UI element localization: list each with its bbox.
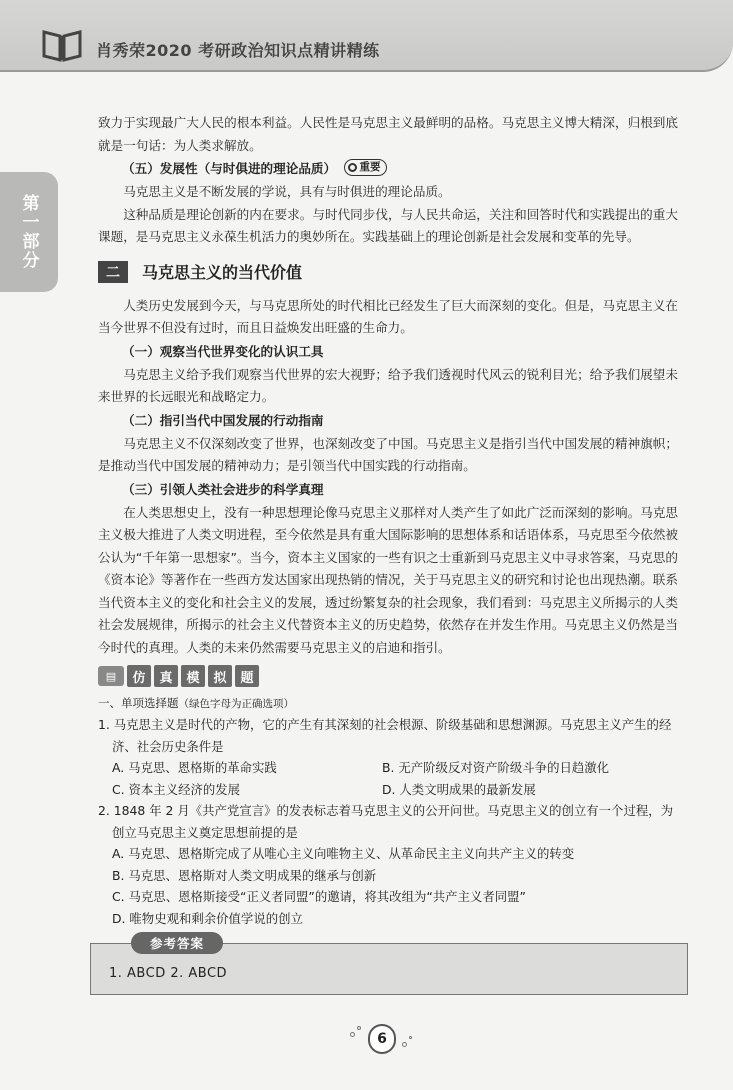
decor-dot xyxy=(357,1026,361,1030)
section-title: 马克思主义的当代价值 xyxy=(142,263,303,282)
option-grid xyxy=(98,757,678,800)
paragraph: 在人类思想史上，没有一种思想理论像马克思主义那样对人类产生了如此广泛而深刻的影响。马克思主义极大推进了人类文明进程，至今依然是具有重大国际影响的思想体系和话语体系，马克思至今依然被公认为“千年第一思想家”。当今，资本主义国家的一些有识之士重新到马克思主义中寻求答案，马克思的《资本论》等著作在一些西方发达国家出现热销的情况，关于马克思主义的研究和讨论也出现热潮。联系当代资本主义的变化和社会主义的发展，透过纷繁复杂的社会现象，我们看到：马克思主义所揭示的人类社会发展规律，所揭示的社会主义代替资本主义的历史趋势，依然存在并发生作用。马克思主义仍然是当今时代的真理。人类的未来仍然需要马克思主义的启迪和指引。 xyxy=(98,504,678,655)
option-c: C. 马克思、恩格斯接受“正义者同盟”的邀请，将其改组为“共产主义者同盟” xyxy=(112,889,526,904)
paragraph: 马克思主义不仅深刻改变了世界，也深刻改变了中国。马克思主义是指引当代中国发展的精神旗帜；是推动当代中国发展的精神动力；是引领当代中国实践的行动指南。 xyxy=(98,435,678,473)
section-number: 二 xyxy=(98,261,128,283)
option-b: B. 无产阶级反对资产阶级斗争的日趋激化 xyxy=(382,760,610,775)
heading-char: 仿 xyxy=(127,665,151,687)
page-content xyxy=(98,112,678,995)
answer-hint: （绿色字母为正确选项） xyxy=(178,698,294,710)
question-2 xyxy=(98,800,678,929)
question-stem: 1. 马克思主义是时代的产物，它的产生有其深刻的社会根源、阶级基础和思想渊源。马克思主义产生的经济、社会历史条件是 xyxy=(98,717,672,754)
option-d: D. 人类文明成果的最新发展 xyxy=(382,781,536,797)
heading-char: 真 xyxy=(154,665,178,687)
page-number-badge xyxy=(346,1020,416,1060)
paragraph: 这种品质是理论创新的内在要求。与时代同步伐，与人民共命运，关注和回答时代和实践提出的重大课题，是马克思主义永葆生机活力的奥妙所在。实践基础上的理论创新是社会发展和变革的先导。 xyxy=(98,206,678,244)
option-b: B. 马克思、恩格斯对人类文明成果的继承与创新 xyxy=(112,867,377,883)
paragraph: 马克思主义给予我们观察当代世界的宏大视野；给予我们透视时代风云的锐利目光；给予我们展望未来世界的长远眼光和战略定力。 xyxy=(98,366,678,404)
page-number: 6 xyxy=(368,1024,396,1054)
option-list xyxy=(98,843,678,929)
question-type-label xyxy=(98,693,678,714)
decor-dot xyxy=(409,1036,412,1039)
important-badge xyxy=(344,159,387,176)
question-1 xyxy=(98,714,678,800)
subsection-heading: （二）指引当代中国发展的行动指南 xyxy=(122,412,324,428)
section-intro: 人类历史发展到今天，与马克思所处的时代相比已经发生了巨大而深刻的变化。但是，马克思主义在当今世界不但没有过时，而且日益焕发出旺盛的生命力。 xyxy=(98,297,678,335)
decor-dot xyxy=(402,1042,407,1047)
heading-char: 题 xyxy=(235,665,259,687)
question-type: 一、单项选择题 xyxy=(98,696,179,710)
subsection-heading-development xyxy=(122,157,678,181)
subsection-heading: （一）观察当代世界变化的认识工具 xyxy=(122,343,324,359)
option-d: D. 唯物史观和剩余价值学说的创立 xyxy=(112,910,303,926)
answer-label: 参考答案 xyxy=(131,932,223,954)
subsection-heading: （三）引领人类社会进步的科学真理 xyxy=(122,481,324,497)
heading-char: 模 xyxy=(181,665,205,687)
subsection-title: （五）发展性（与时俱进的理论品质） xyxy=(122,161,337,176)
answer-box xyxy=(90,936,688,995)
decor-dot xyxy=(350,1032,355,1037)
book-icon: ▤ xyxy=(98,666,124,686)
answer-text: 1. ABCD 2. ABCD xyxy=(109,966,228,981)
part-side-tab: 第一部分 xyxy=(0,172,58,292)
open-book-icon xyxy=(42,28,82,62)
paragraph: 马克思主义是不断发展的学说，具有与时俱进的理论品质。 xyxy=(123,184,451,199)
intro-paragraph: 致力于实现最广大人民的根本利益。人民性是马克思主义最鲜明的品格。马克思主义博大精深，归根到底就是一句话：为人类求解放。 xyxy=(98,115,678,153)
simulation-heading xyxy=(98,663,678,689)
target-icon xyxy=(348,163,357,172)
option-a: A. 马克思、恩格斯的革命实践 xyxy=(112,760,277,775)
page-header xyxy=(0,0,733,72)
badge-label: 重要 xyxy=(359,161,381,173)
heading-char: 拟 xyxy=(208,665,232,687)
section-heading xyxy=(98,257,678,287)
book-title: 肖秀荣2020 考研政治知识点精讲精练 xyxy=(96,41,380,60)
question-stem: 2. 1848 年 2 月《共产党宣言》的发表标志着马克思主义的公开问世。马克思主义的创立有一个过程，为创立马克思主义奠定思想前提的是 xyxy=(98,803,674,840)
option-a: A. 马克思、恩格斯完成了从唯心主义向唯物主义、从革命民主主义向共产主义的转变 xyxy=(112,846,575,861)
option-c: C. 资本主义经济的发展 xyxy=(112,781,241,797)
